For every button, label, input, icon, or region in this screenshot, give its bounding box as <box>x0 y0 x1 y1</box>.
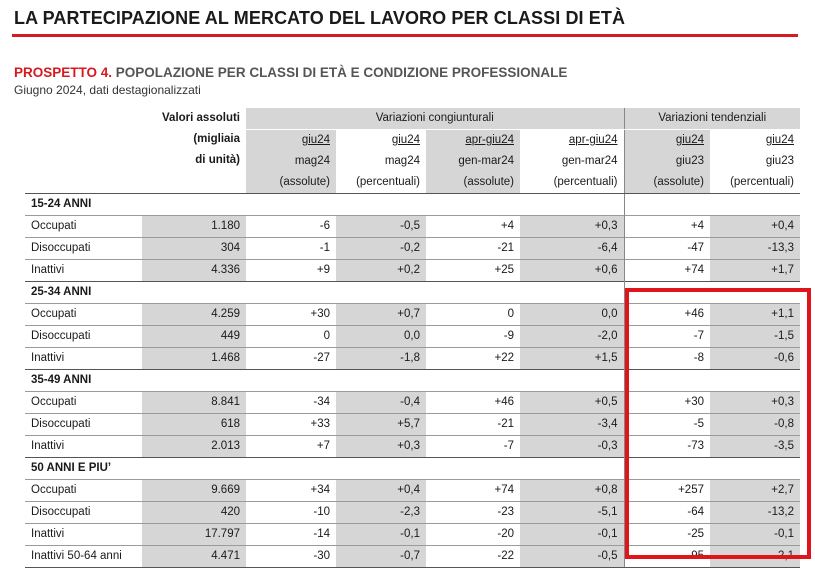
variation-cell: -2,0 <box>520 326 624 348</box>
variation-cell: -64 <box>624 502 710 524</box>
row-label: Inattivi <box>25 524 142 546</box>
column-header-mid: gen-mar24 <box>561 155 618 167</box>
section-spacer <box>246 282 336 304</box>
table-title: POPOLAZIONE PER CLASSI DI ETÀ E CONDIZIONE PROFESSIONALE <box>115 65 568 80</box>
variation-cell: +30 <box>624 392 710 414</box>
column-header-bottom: (assolute) <box>463 176 514 188</box>
variation-cell: +4 <box>624 216 710 238</box>
variation-cell: +2,7 <box>710 480 800 502</box>
values-header-line: (migliaia <box>193 133 240 145</box>
column-header-top: giu24 <box>675 134 704 146</box>
variation-cell: -7 <box>624 326 710 348</box>
variation-cell: +0,8 <box>520 480 624 502</box>
section-spacer <box>426 282 520 304</box>
table-row <box>25 260 800 282</box>
variation-cell: -21 <box>426 238 520 260</box>
header-group-row <box>25 108 800 130</box>
variation-cell: +0,7 <box>336 304 426 326</box>
variation-cell: +74 <box>624 260 710 282</box>
variation-cell: -0,1 <box>520 524 624 546</box>
variation-cell: -3,4 <box>520 414 624 436</box>
variation-cell: -34 <box>246 392 336 414</box>
row-label: Occupati <box>25 392 142 414</box>
section-spacer <box>520 194 624 216</box>
variation-cell: -3,5 <box>710 436 800 458</box>
variation-cell: +33 <box>246 414 336 436</box>
variation-cell: -13,3 <box>710 238 800 260</box>
variation-cell: +7 <box>246 436 336 458</box>
variation-cell: -14 <box>246 524 336 546</box>
variation-cell: -30 <box>246 546 336 568</box>
table-row <box>25 238 800 260</box>
variation-cell: +5,7 <box>336 414 426 436</box>
column-header-bottom: (assolute) <box>279 176 330 188</box>
absolute-value-cell: 17.797 <box>142 524 246 546</box>
column-header <box>520 130 624 194</box>
variation-cell: +0,4 <box>336 480 426 502</box>
variation-cell: -47 <box>624 238 710 260</box>
section-header-row <box>25 194 800 216</box>
section-spacer <box>426 194 520 216</box>
variation-cell: -7 <box>426 436 520 458</box>
variation-cell: -2,3 <box>336 502 426 524</box>
highlight-box <box>625 288 811 559</box>
column-header-top: giu24 <box>765 134 794 146</box>
section-spacer <box>142 282 246 304</box>
variation-cell: 0,0 <box>520 304 624 326</box>
variation-cell: -1 <box>246 238 336 260</box>
section-spacer <box>624 194 710 216</box>
column-header-bottom: (percentuali) <box>730 176 794 188</box>
variation-cell: -27 <box>246 348 336 370</box>
column-header <box>426 130 520 194</box>
variation-cell: -0,8 <box>710 414 800 436</box>
table-caption <box>14 65 567 80</box>
section-spacer <box>520 282 624 304</box>
header-blank <box>25 108 142 130</box>
variation-cell: +4 <box>426 216 520 238</box>
row-label: Inattivi <box>25 348 142 370</box>
section-spacer <box>426 458 520 480</box>
title-rule <box>12 34 798 37</box>
header-blank <box>25 130 142 194</box>
table-row <box>25 216 800 238</box>
section-spacer <box>520 458 624 480</box>
variation-cell: +30 <box>246 304 336 326</box>
variation-cell: -0,7 <box>336 546 426 568</box>
row-label: Disoccupati <box>25 414 142 436</box>
variation-cell: -22 <box>426 546 520 568</box>
variation-cell: +0,3 <box>520 216 624 238</box>
absolute-value-cell: 1.468 <box>142 348 246 370</box>
variation-cell: -13,2 <box>710 502 800 524</box>
variation-cell: -0,4 <box>336 392 426 414</box>
section-title: 35-49 ANNI <box>25 370 142 392</box>
column-header-bottom: (percentuali) <box>356 176 420 188</box>
variation-cell: -0,1 <box>710 524 800 546</box>
variation-cell: -20 <box>426 524 520 546</box>
variation-cell: -2,1 <box>710 546 800 568</box>
column-header <box>246 130 336 194</box>
section-spacer <box>142 370 246 392</box>
row-label: Disoccupati <box>25 502 142 524</box>
section-title: 25-34 ANNI <box>25 282 142 304</box>
section-title: 50 ANNI E PIU’ <box>25 458 142 480</box>
absolute-value-cell: 4.471 <box>142 546 246 568</box>
section-spacer <box>710 194 800 216</box>
row-label: Occupati <box>25 480 142 502</box>
row-label: Occupati <box>25 216 142 238</box>
variation-cell: -25 <box>624 524 710 546</box>
absolute-value-cell: 449 <box>142 326 246 348</box>
table-number: PROSPETTO 4. <box>14 65 113 80</box>
absolute-value-cell: 2.013 <box>142 436 246 458</box>
variation-cell: +74 <box>426 480 520 502</box>
variation-cell: +0,4 <box>710 216 800 238</box>
variation-cell: -6,4 <box>520 238 624 260</box>
absolute-value-cell: 1.180 <box>142 216 246 238</box>
section-spacer <box>246 370 336 392</box>
row-label: Disoccupati <box>25 326 142 348</box>
row-label: Occupati <box>25 304 142 326</box>
column-header-bottom: (percentuali) <box>553 176 618 188</box>
variation-cell: -5,1 <box>520 502 624 524</box>
variation-cell: 0 <box>246 326 336 348</box>
variation-cell: +0,6 <box>520 260 624 282</box>
variation-cell: -6 <box>246 216 336 238</box>
values-header <box>142 108 246 194</box>
section-spacer <box>142 194 246 216</box>
variation-cell: +0,2 <box>336 260 426 282</box>
column-header <box>336 130 426 194</box>
variation-cell: -23 <box>426 502 520 524</box>
variation-cell: +0,3 <box>710 392 800 414</box>
table-subtitle: Giugno 2024, dati destagionalizzati <box>14 83 201 97</box>
section-spacer <box>142 458 246 480</box>
variation-cell: +0,3 <box>336 436 426 458</box>
variation-cell: -0,3 <box>520 436 624 458</box>
variation-cell: +1,7 <box>710 260 800 282</box>
section-spacer <box>426 370 520 392</box>
variation-cell: -0,5 <box>520 546 624 568</box>
variation-cell: -0,5 <box>336 216 426 238</box>
variation-cell: -0,1 <box>336 524 426 546</box>
variation-cell: -21 <box>426 414 520 436</box>
variation-cell: +25 <box>426 260 520 282</box>
section-spacer <box>336 370 426 392</box>
column-header <box>624 130 710 194</box>
variation-cell: +0,5 <box>520 392 624 414</box>
column-header <box>710 130 800 194</box>
section-spacer <box>246 194 336 216</box>
variation-cell: +257 <box>624 480 710 502</box>
variation-cell: -95 <box>624 546 710 568</box>
section-spacer <box>336 194 426 216</box>
section-spacer <box>246 458 336 480</box>
variation-cell: +22 <box>426 348 520 370</box>
column-header-mid: gen-mar24 <box>458 155 514 167</box>
variation-cell: -8 <box>624 348 710 370</box>
row-label: Inattivi 50-64 anni <box>25 546 142 568</box>
absolute-value-cell: 4.336 <box>142 260 246 282</box>
variation-cell: 0,0 <box>336 326 426 348</box>
section-spacer <box>336 458 426 480</box>
column-header-mid: mag24 <box>294 155 330 167</box>
variation-cell: -73 <box>624 436 710 458</box>
column-header-mid: giu23 <box>675 155 704 167</box>
variation-cell: -5 <box>624 414 710 436</box>
section-spacer <box>520 370 624 392</box>
variation-cell: -1,8 <box>336 348 426 370</box>
column-header-bottom: (assolute) <box>653 176 704 188</box>
section-title: 15-24 ANNI <box>25 194 142 216</box>
absolute-value-cell: 420 <box>142 502 246 524</box>
column-header-top: giu24 <box>301 134 330 146</box>
variation-cell: 0 <box>426 304 520 326</box>
column-header-top: apr-giu24 <box>568 134 618 146</box>
variation-cell: +46 <box>426 392 520 414</box>
variation-cell: +46 <box>624 304 710 326</box>
column-header-mid: giu23 <box>765 155 794 167</box>
absolute-value-cell: 8.841 <box>142 392 246 414</box>
variation-cell: -10 <box>246 502 336 524</box>
variation-cell: +1,1 <box>710 304 800 326</box>
variation-cell: -1,5 <box>710 326 800 348</box>
section-spacer <box>336 282 426 304</box>
row-label: Disoccupati <box>25 238 142 260</box>
values-header-line: Valori assoluti <box>162 112 240 124</box>
variation-cell: -0,2 <box>336 238 426 260</box>
absolute-value-cell: 4.259 <box>142 304 246 326</box>
row-label: Inattivi <box>25 260 142 282</box>
absolute-value-cell: 9.669 <box>142 480 246 502</box>
column-header-mid: mag24 <box>384 155 420 167</box>
variation-cell: -0,6 <box>710 348 800 370</box>
group-header-tendenziali: Variazioni tendenziali <box>624 108 800 130</box>
variation-cell: -9 <box>426 326 520 348</box>
column-header-top: giu24 <box>391 134 420 146</box>
column-header-row <box>25 130 800 194</box>
group-header-congiunturali: Variazioni congiunturali <box>246 108 624 130</box>
variation-cell: +34 <box>246 480 336 502</box>
variation-cell: +1,5 <box>520 348 624 370</box>
absolute-value-cell: 618 <box>142 414 246 436</box>
absolute-value-cell: 304 <box>142 238 246 260</box>
variation-cell: +9 <box>246 260 336 282</box>
row-label: Inattivi <box>25 436 142 458</box>
page-title: LA PARTECIPAZIONE AL MERCATO DEL LAVORO PER CLASSI DI ETÀ <box>14 8 626 28</box>
column-header-top: apr-giu24 <box>465 134 514 146</box>
values-header-line: di unità) <box>195 154 240 166</box>
